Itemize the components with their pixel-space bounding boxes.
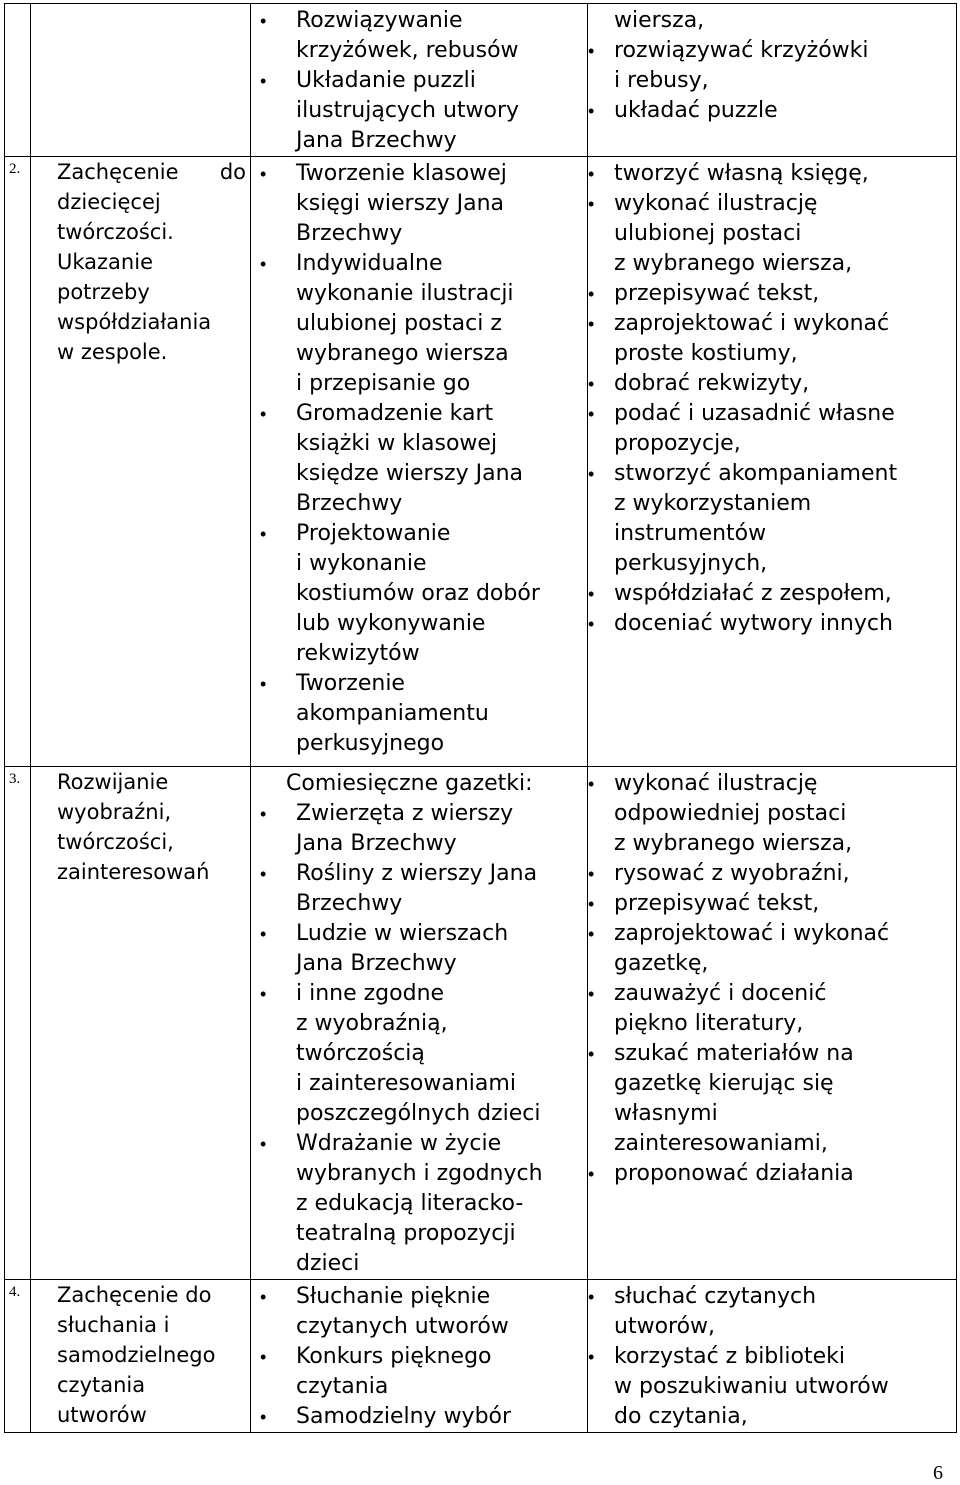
outcome-line: • zaprojektować i wykonać [614, 921, 890, 946]
activity-line: wybranego wiersza [296, 341, 509, 366]
goal-line: Ukazanie [57, 250, 153, 274]
outcome-line: • podać i uzasadnić własne [614, 401, 895, 426]
activity-line: Brzechwy [296, 221, 403, 246]
activity-item [296, 859, 583, 919]
activity-line: z edukacją literacko- [296, 1191, 524, 1216]
activity-line: ulubionej postaci z [296, 311, 502, 336]
activity-line: twórczością [296, 1041, 425, 1066]
activity-line: Brzechwy [296, 891, 403, 916]
table-row [5, 157, 957, 767]
activity-item [296, 399, 583, 519]
outcome-item [614, 309, 952, 369]
outcome-line: • korzystać z biblioteki [614, 1344, 845, 1369]
outcome-item [614, 1039, 952, 1159]
outcome-item [614, 769, 952, 859]
goal-line: Rozwijanie [57, 770, 169, 794]
outcome-line: • zauważyć i docenić [614, 981, 827, 1006]
activity-line: książki w klasowej [296, 431, 498, 456]
outcome-line: • współdziałać z zespołem, [614, 581, 892, 606]
activity-item [296, 1129, 583, 1279]
outcome-item [614, 6, 952, 36]
activity-line: • Ludzie w wierszach [296, 921, 509, 946]
outcome-line: • przepisywać tekst, [614, 281, 820, 306]
outcome-list [614, 6, 952, 126]
outcome-item [614, 979, 952, 1039]
activity-line: akompaniamentu [296, 701, 489, 726]
activities-cell [251, 1280, 588, 1433]
goal-line: Zachęcenie do [57, 160, 246, 184]
activity-line: • Gromadzenie kart [296, 401, 494, 426]
outcome-line: zainteresowaniami, [614, 1131, 828, 1156]
activity-item [296, 159, 583, 249]
activity-line: • Samodzielny wybór [296, 1404, 512, 1429]
activity-line: • Projektowanie [296, 521, 451, 546]
outcome-item [614, 1159, 952, 1189]
activity-list [296, 799, 583, 1279]
outcomes-cell [588, 4, 957, 157]
outcome-line: odpowiedniej postaci [614, 801, 847, 826]
outcome-line: piękno literatury, [614, 1011, 804, 1036]
goal-line: zainteresowań [57, 860, 210, 884]
activity-line: księgi wierszy Jana [296, 191, 505, 216]
table-body [5, 4, 957, 1433]
row-number [5, 4, 31, 157]
goal-line: samodzielnego [57, 1343, 216, 1367]
outcome-line: propozycje, [614, 431, 741, 456]
table-row [5, 4, 957, 157]
activity-line: • Tworzenie [296, 671, 405, 696]
activity-line: z wyobraźnią, [296, 1011, 448, 1036]
activity-line: • i inne zgodne [296, 981, 445, 1006]
outcome-list [614, 1282, 952, 1432]
outcome-item [614, 36, 952, 96]
activity-line: kostiumów oraz dobór [296, 581, 540, 606]
table-row [5, 767, 957, 1280]
activity-line: czytanych utworów [296, 1314, 509, 1339]
activity-line: Brzechwy [296, 491, 403, 516]
activity-item [296, 1282, 583, 1342]
outcome-line: z wykorzystaniem [614, 491, 812, 516]
activity-line: księdze wierszy Jana [296, 461, 523, 486]
outcome-line: proste kostiumy, [614, 341, 798, 366]
activity-line: Jana Brzechwy [296, 831, 457, 856]
outcomes-cell [588, 767, 957, 1280]
activity-line: wybranych i zgodnych [296, 1161, 543, 1186]
outcome-line: • tworzyć własną księgę, [614, 161, 869, 186]
activity-item [296, 1342, 583, 1402]
outcome-line: z wybranego wiersza, [614, 251, 853, 276]
outcome-line: • stworzyć akompaniament [614, 461, 898, 486]
goal-line: czytania [57, 1373, 146, 1397]
outcome-line: • wykonać ilustrację [614, 191, 818, 216]
goal-cell [31, 1280, 251, 1433]
activity-line: rekwizytów [296, 641, 420, 666]
goal-cell [31, 4, 251, 157]
outcome-line: w poszukiwaniu utworów [614, 1374, 889, 1399]
goal-line: twórczości. [57, 220, 174, 244]
outcome-line: • słuchać czytanych [614, 1284, 817, 1309]
activity-line: i wykonanie [296, 551, 427, 576]
activity-line: • Konkurs pięknego [296, 1344, 492, 1369]
outcome-item [614, 96, 952, 126]
outcomes-cell [588, 157, 957, 767]
outcome-line: ulubionej postaci [614, 221, 802, 246]
activity-item [296, 249, 583, 399]
row-number: 2. [5, 157, 31, 767]
outcome-line: gazetkę kierując się [614, 1071, 834, 1096]
activities-cell [251, 4, 588, 157]
goal-line: współdziałania [57, 310, 212, 334]
outcome-line: gazetkę, [614, 951, 709, 976]
goal-cell [31, 767, 251, 1280]
activity-line: perkusyjnego [296, 731, 445, 756]
activity-line: wykonanie ilustracji [296, 281, 514, 306]
outcome-line: perkusyjnych, [614, 551, 768, 576]
activity-line: • Rośliny z wierszy Jana [296, 861, 538, 886]
activity-item [296, 1402, 583, 1432]
outcome-item [614, 1342, 952, 1432]
activity-line: lub wykonywanie [296, 611, 486, 636]
outcome-line: • szukać materiałów na [614, 1041, 854, 1066]
activity-item [296, 919, 583, 979]
outcome-line: • doceniać wytwory innych [614, 611, 893, 636]
activity-line: i przepisanie go [296, 371, 471, 396]
outcome-item [614, 459, 952, 579]
page-number: 6 [933, 1462, 943, 1484]
activity-line: • Układanie puzzli [296, 68, 476, 93]
activities-header: Comiesięczne gazetki: [286, 771, 533, 796]
goal-line: w zespole. [57, 340, 168, 364]
activity-line: • Zwierzęta z wierszy [296, 801, 514, 826]
activity-item [296, 799, 583, 859]
outcome-line: • dobrać rekwizyty, [614, 371, 810, 396]
activity-line: Jana Brzechwy [296, 951, 457, 976]
outcome-list [614, 159, 952, 639]
activities-cell [251, 157, 588, 767]
outcome-item [614, 609, 952, 639]
goal-line: utworów [57, 1403, 147, 1427]
goal-line: wyobraźni, [57, 800, 172, 824]
outcome-item [614, 579, 952, 609]
outcome-line: wiersza, [614, 8, 705, 33]
outcome-line: • rozwiązywać krzyżówki [614, 38, 869, 63]
row-number: 3. [5, 767, 31, 1280]
activity-line: teatralną propozycji [296, 1221, 516, 1246]
outcome-line: utworów, [614, 1314, 716, 1339]
outcome-item [614, 189, 952, 279]
activity-line: • Tworzenie klasowej [296, 161, 507, 186]
outcome-line: z wybranego wiersza, [614, 831, 853, 856]
activity-item [296, 66, 583, 156]
activity-item [296, 669, 583, 759]
activity-line: • Wdrażanie w życie [296, 1131, 502, 1156]
activity-item [296, 519, 583, 669]
activities-cell [251, 767, 588, 1280]
outcome-item [614, 889, 952, 919]
activity-line: i zainteresowaniami [296, 1071, 516, 1096]
goal-line: twórczości, [57, 830, 174, 854]
goal-line: Zachęcenie do [57, 1283, 212, 1307]
activity-item [296, 979, 583, 1129]
activity-line: • Indywidualne [296, 251, 443, 276]
outcome-item [614, 859, 952, 889]
outcome-line: • zaprojektować i wykonać [614, 311, 890, 336]
goal-line: słuchania i [57, 1313, 170, 1337]
activity-list [296, 1282, 583, 1432]
outcome-list [614, 769, 952, 1189]
activity-list [296, 6, 583, 156]
goal-line: dziecięcej [57, 190, 161, 214]
activity-line: dzieci [296, 1251, 360, 1276]
outcome-line: • układać puzzle [614, 98, 778, 123]
activity-line: • Słuchanie pięknie [296, 1284, 491, 1309]
outcome-line: • wykonać ilustrację [614, 771, 818, 796]
outcomes-cell [588, 1280, 957, 1433]
outcome-item [614, 919, 952, 979]
activity-line: krzyżówek, rebusów [296, 38, 519, 63]
goal-cell [31, 157, 251, 767]
outcome-line: i rebusy, [614, 68, 709, 93]
activity-item [296, 6, 583, 66]
outcome-line: • rysować z wyobraźni, [614, 861, 850, 886]
outcome-line: • proponować działania [614, 1161, 854, 1186]
outcome-line: instrumentów [614, 521, 767, 546]
activity-line: Jana Brzechwy [296, 128, 457, 153]
curriculum-table [4, 3, 957, 1433]
outcome-item [614, 159, 952, 189]
outcome-line: • przepisywać tekst, [614, 891, 820, 916]
activity-line: • Rozwiązywanie [296, 8, 463, 33]
row-number: 4. [5, 1280, 31, 1433]
outcome-line: do czytania, [614, 1404, 748, 1429]
outcome-item [614, 369, 952, 399]
activity-line: poszczególnych dzieci [296, 1101, 541, 1126]
outcome-item [614, 1282, 952, 1342]
outcome-item [614, 279, 952, 309]
activity-line: ilustrujących utwory [296, 98, 520, 123]
outcome-line: własnymi [614, 1101, 718, 1126]
activity-list [296, 159, 583, 759]
outcome-item [614, 399, 952, 459]
activity-line: czytania [296, 1374, 389, 1399]
table-row [5, 1280, 957, 1433]
goal-line: potrzeby [57, 280, 150, 304]
